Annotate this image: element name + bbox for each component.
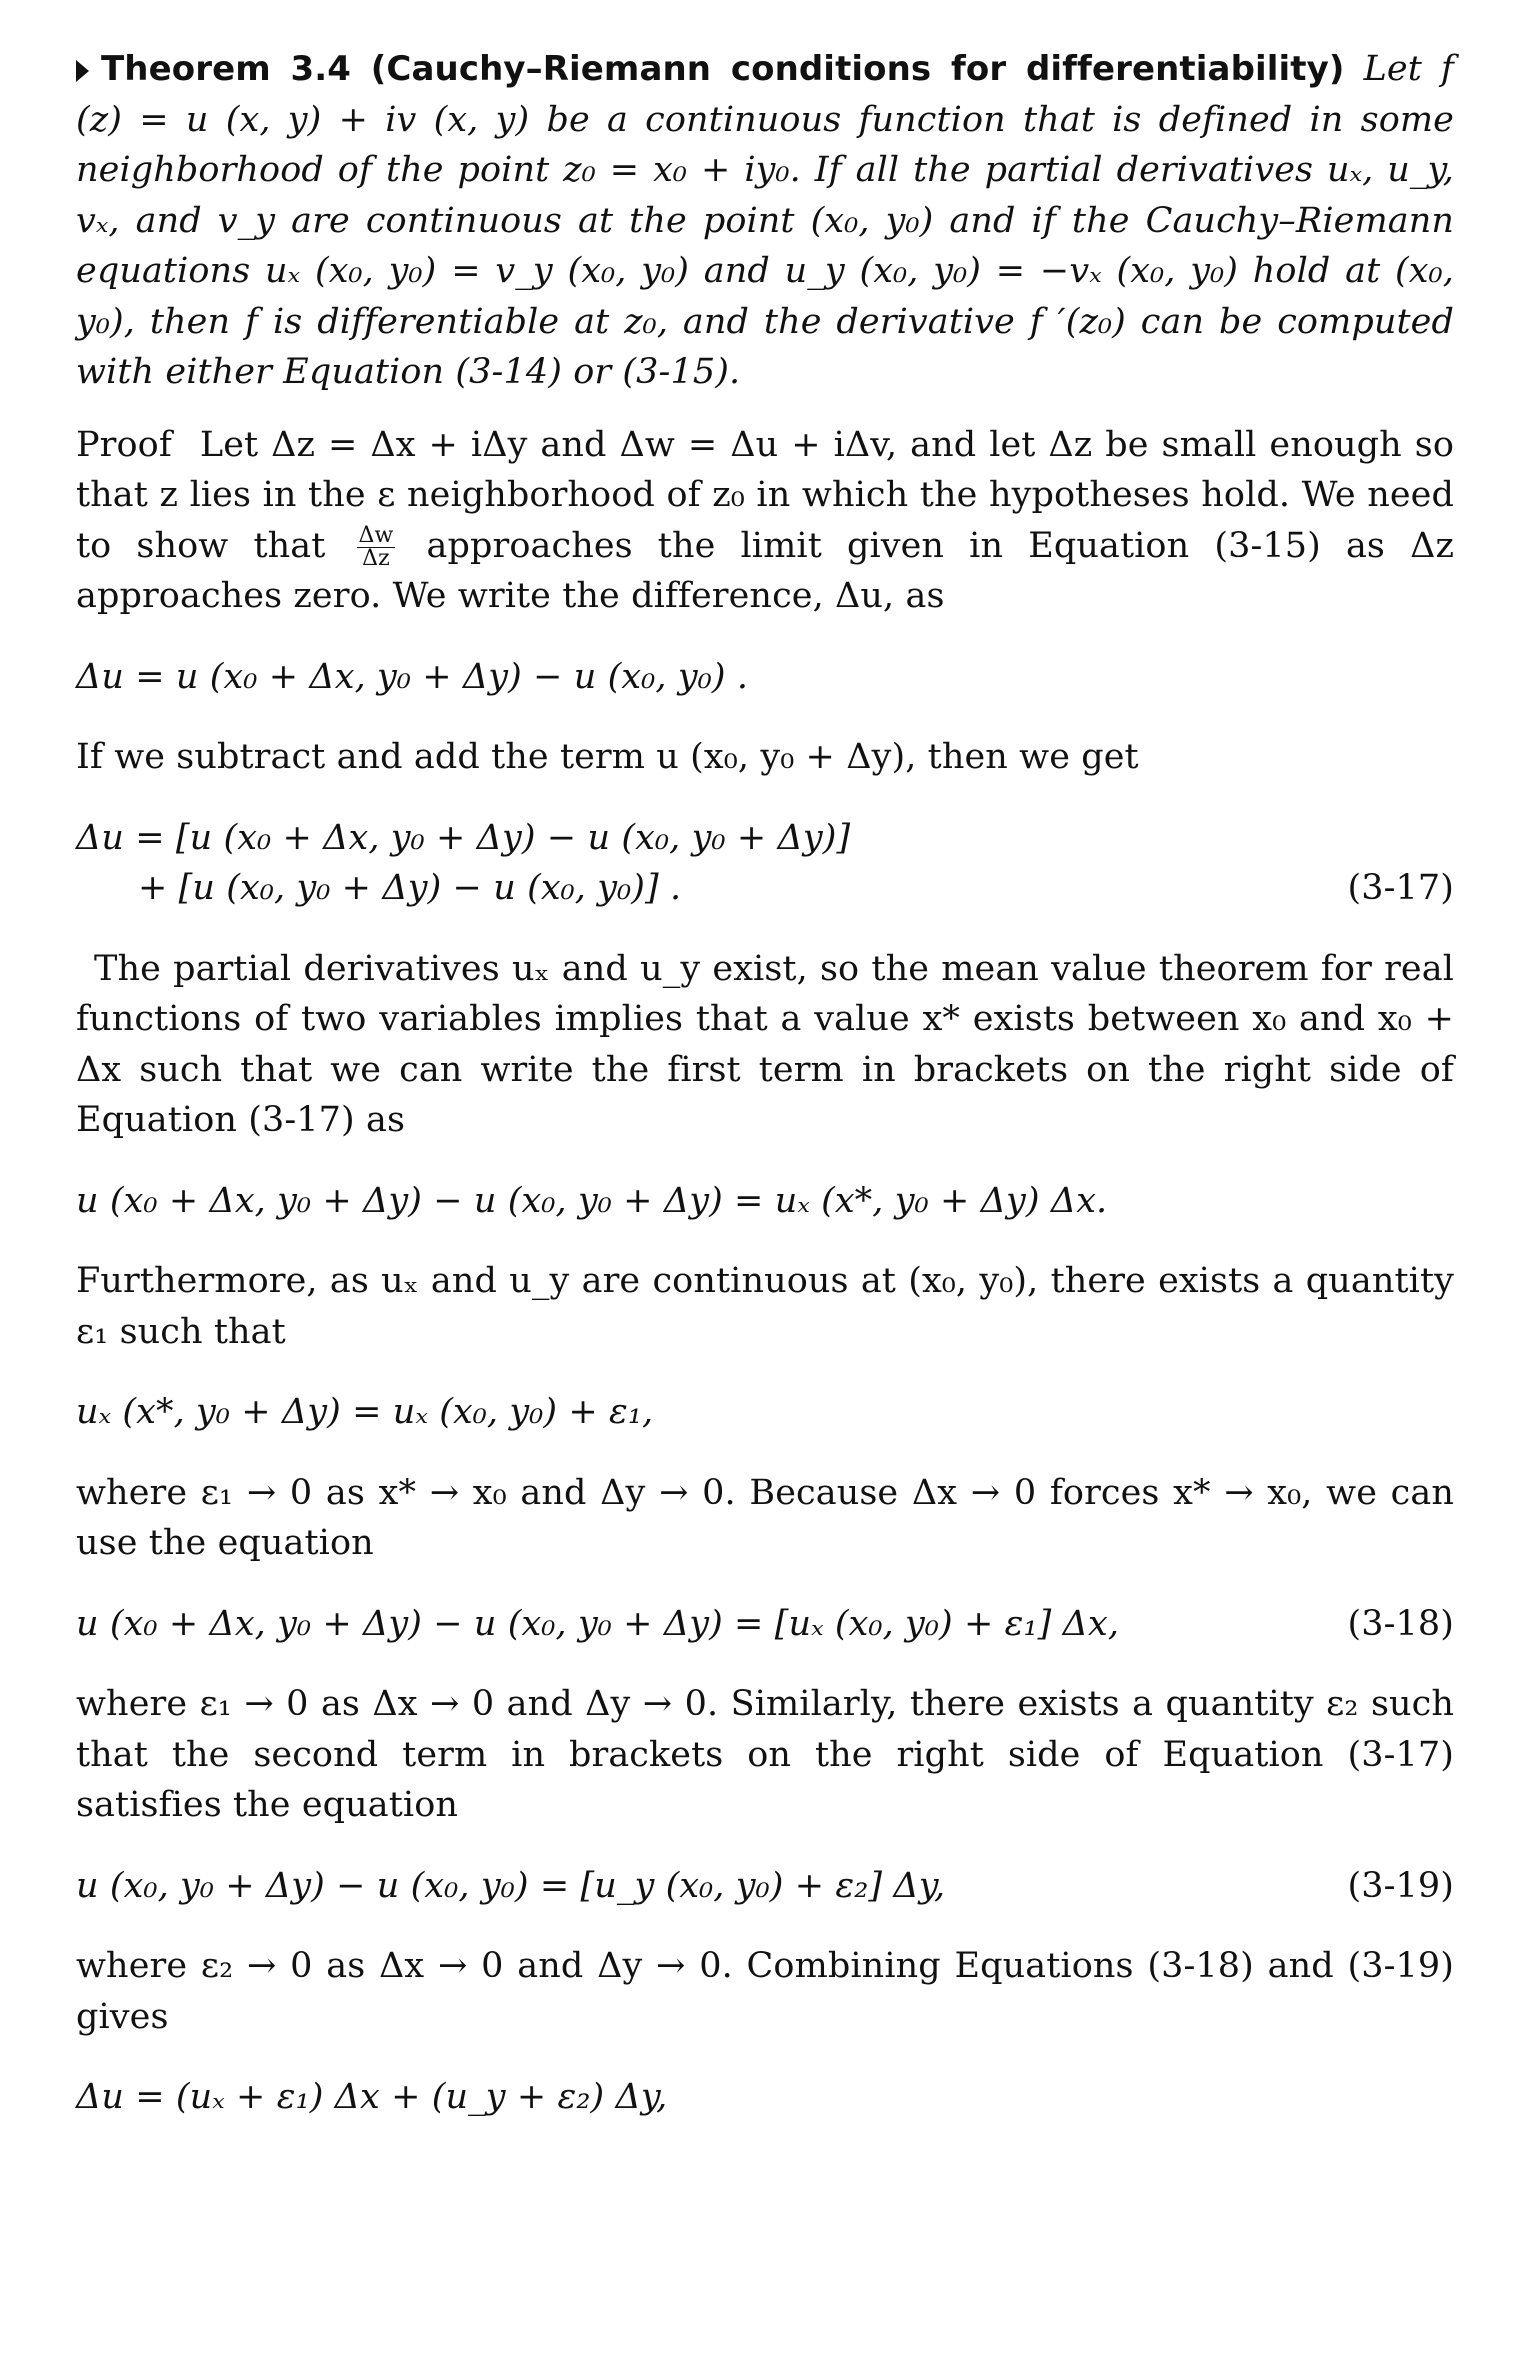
equation-delta-u bbox=[76, 652, 1454, 703]
equation-epsilon-1 bbox=[76, 1387, 1454, 1438]
proof-text-1b: approaches the limit given in Equation (3-15) as Δz approaches zero. We write the difference, Δu, as bbox=[76, 525, 1454, 616]
equation-combined bbox=[76, 2072, 1454, 2123]
equation-text: Δu = u (x₀ + Δx, y₀ + Δy) − u (x₀, y₀) . bbox=[76, 656, 749, 697]
equation-line-2 bbox=[76, 863, 1454, 914]
equation-number: (3-17) bbox=[1347, 868, 1454, 908]
equation-text: Δu = (uₓ + ε₁) Δx + (u_y + ε₂) Δy, bbox=[76, 2077, 668, 2117]
proof-label: Proof bbox=[76, 424, 172, 465]
proof-paragraph-4: Furthermore, as uₓ and u_y are continuous at (x₀, y₀), there exists a quantity ε₁ such that bbox=[76, 1261, 1454, 1352]
proof-paragraph-7: where ε₂ → 0 as Δx → 0 and Δy → 0. Combining Equations (3-18) and (3-19) gives bbox=[76, 1946, 1454, 2037]
equation-line-1 bbox=[76, 813, 1454, 864]
proof-paragraph-2: If we subtract and add the term u (x₀, y₀ + Δy), then we get bbox=[76, 737, 1139, 777]
theorem-heading: Theorem 3.4 (Cauchy–Riemann conditions for differentiability) bbox=[101, 49, 1345, 89]
fraction-dw-dz bbox=[357, 522, 396, 571]
proof-paragraph-1 bbox=[76, 420, 1454, 622]
theorem-block bbox=[76, 44, 1454, 398]
equation-text: + [u (x₀, y₀ + Δy) − u (x₀, y₀)] . bbox=[138, 868, 682, 908]
proof-text-1a: Let Δz = Δx + iΔy and Δw = Δu + iΔv, and let Δz be small enough so that z lies in the ε neighborhood of z₀ in which the hypotheses hold. We need to show that bbox=[76, 424, 1454, 566]
equation-mean-value bbox=[76, 1176, 1454, 1227]
equation-text: u (x₀ + Δx, y₀ + Δy) − u (x₀, y₀ + Δy) = [uₓ (x₀, y₀) + ε₁] Δx, bbox=[76, 1603, 1120, 1644]
theorem-statement: Let f (z) = u (x, y) + iv (x, y) be a continuous function that is defined in some neighborhood of the point z₀ = x₀ + iy₀. If all the partial derivatives uₓ, u_y, vₓ, and v_y are continuous at the point (x₀, y₀) and if the Cauchy–Riemann equations uₓ (x₀, y₀) = v_y (x₀, y₀) and u_y (x₀, y₀) = −vₓ (x₀, y₀) hold at (x₀, y₀), then f is differentiable at z₀, and the derivative f ′(z₀) can be computed with either Equation (3-14) or (3-15). bbox=[76, 49, 1454, 392]
equation-text: u (x₀ + Δx, y₀ + Δy) − u (x₀, y₀ + Δy) = uₓ (x*, y₀ + Δy) Δx. bbox=[76, 1180, 1108, 1221]
equation-text: uₓ (x*, y₀ + Δy) = uₓ (x₀, y₀) + ε₁, bbox=[76, 1392, 654, 1432]
textbook-page bbox=[76, 44, 1454, 2153]
equation-text: Δu = [u (x₀ + Δx, y₀ + Δy) − u (x₀, y₀ + Δy)] bbox=[76, 817, 851, 858]
proof-paragraph-6: where ε₁ → 0 as Δx → 0 and Δy → 0. Similarly, there exists a quantity ε₂ such that the second term in brackets on the right side of Equation (3-17) satisfies the equation bbox=[76, 1684, 1454, 1825]
proof-paragraph-3: The partial derivatives uₓ and u_y exist, so the mean value theorem for real functions of two variables implies that a value x* exists between x₀ and x₀ + Δx such that we can write the first term in brackets on the right side of Equation (3-17) as bbox=[76, 948, 1454, 1140]
proof-paragraph-5: where ε₁ → 0 as x* → x₀ and Δy → 0. Because Δx → 0 forces x* → x₀, we can use the equation bbox=[76, 1472, 1454, 1563]
equation-number: (3-18) bbox=[1347, 1603, 1454, 1644]
fraction-numerator: Δw bbox=[358, 522, 394, 548]
theorem-marker-icon bbox=[76, 60, 89, 82]
equation-3-18 bbox=[76, 1599, 1454, 1650]
equation-3-17 bbox=[76, 813, 1454, 914]
fraction-denominator: Δz bbox=[362, 545, 390, 571]
equation-text: u (x₀, y₀ + Δy) − u (x₀, y₀) = [u_y (x₀, y₀) + ε₂] Δy, bbox=[76, 1865, 946, 1906]
equation-3-19 bbox=[76, 1861, 1454, 1912]
equation-number: (3-19) bbox=[1347, 1865, 1454, 1906]
